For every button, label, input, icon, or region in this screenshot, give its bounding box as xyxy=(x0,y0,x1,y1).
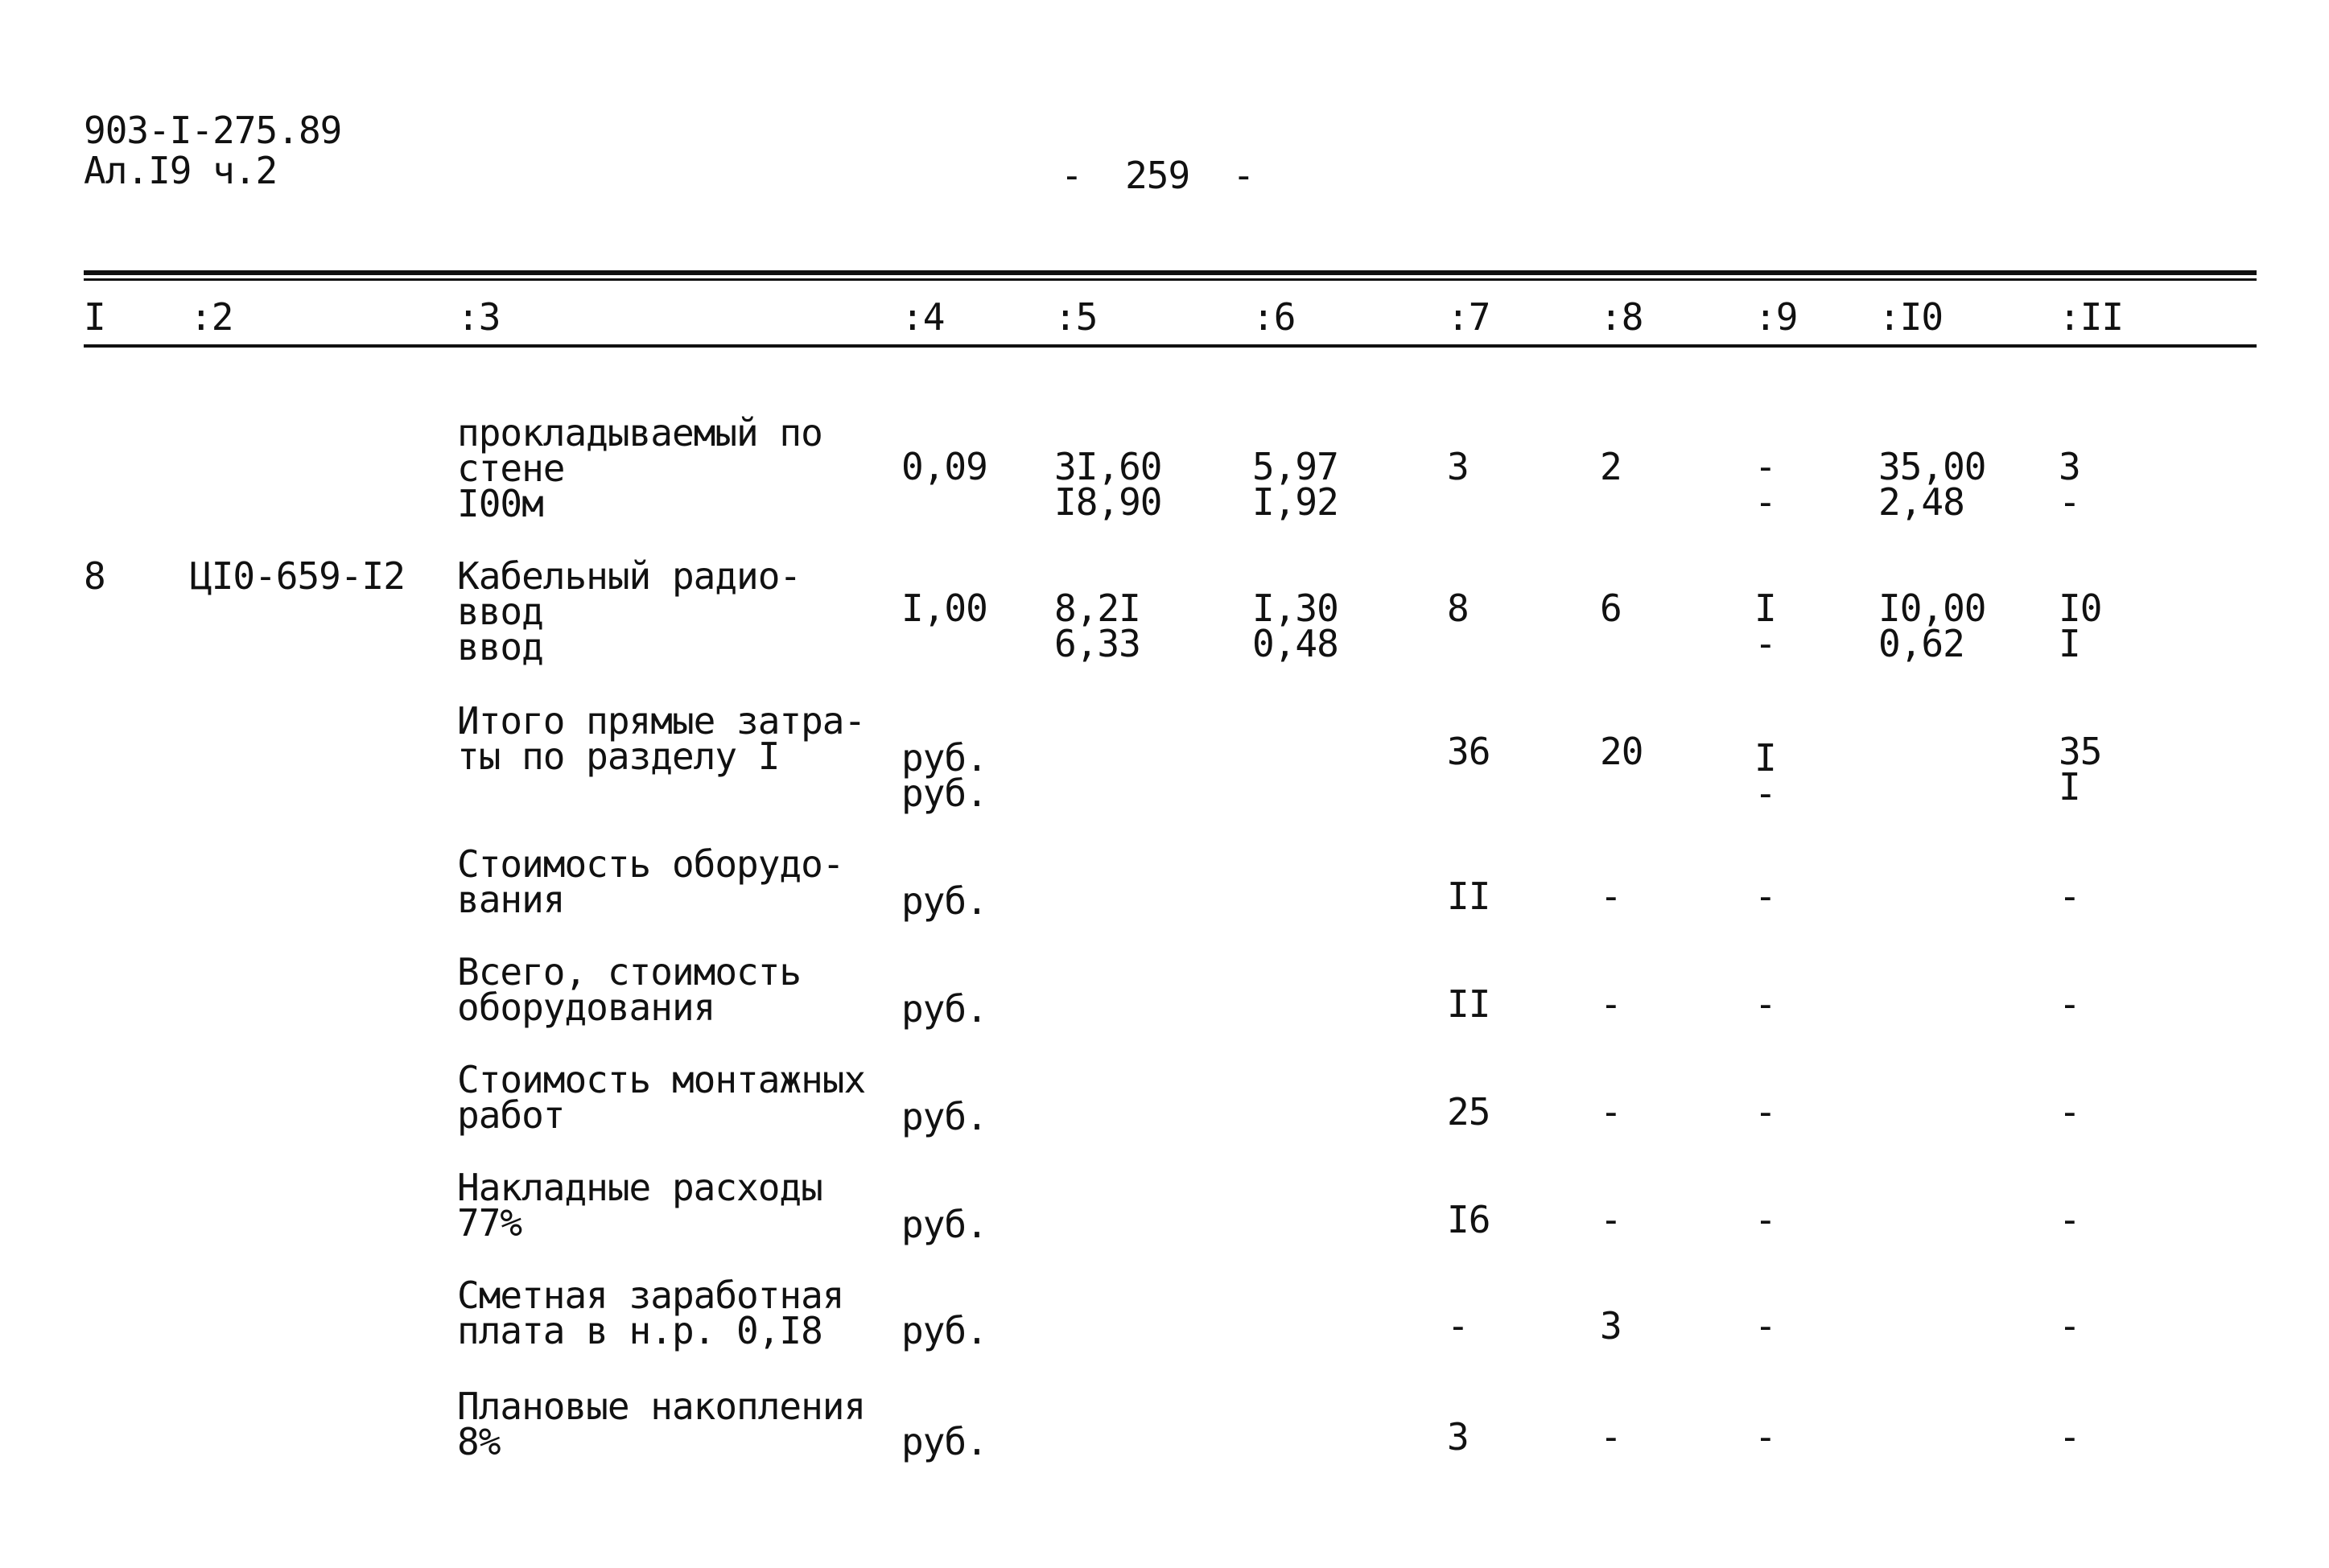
row-col7: - xyxy=(1447,1304,1469,1348)
row-description: Сметная заработная плата в н.р. 0,I8 xyxy=(457,1274,844,1352)
row-description: Стоимость оборудо- вания xyxy=(457,842,844,921)
row-col11: 3 - xyxy=(2059,445,2080,524)
column-header-rule xyxy=(84,344,2257,348)
row-col9: - xyxy=(1754,982,1776,1026)
row-col7: II xyxy=(1447,982,1490,1026)
row-col7: I6 xyxy=(1447,1198,1490,1241)
row-col11: - xyxy=(2059,982,2080,1026)
row-col9: I - xyxy=(1754,736,1776,815)
row-unit: руб. xyxy=(901,987,987,1031)
row-description: Кабельный радио- ввод ввод xyxy=(457,554,802,669)
row-col7: 3 xyxy=(1447,1415,1469,1459)
row-col10: 35,00 2,48 xyxy=(1878,445,1986,524)
row-quantity: 0,09 xyxy=(901,445,987,488)
document-code: 903-I-275.89 xyxy=(84,109,342,152)
col-header-5: :5 xyxy=(1054,295,1098,339)
row-col7: 36 xyxy=(1447,730,1490,773)
row-col7: II xyxy=(1447,875,1490,918)
row-col5: 3I,60 I8,90 xyxy=(1054,445,1162,524)
row-unit: руб. xyxy=(901,1420,987,1463)
row-col11: - xyxy=(2059,1304,2080,1348)
row-code: ЦI0-659-I2 xyxy=(190,554,405,598)
row-col7: 3 xyxy=(1447,445,1469,488)
row-description: Плановые накопления 8% xyxy=(457,1385,866,1463)
table-top-rule xyxy=(84,270,2257,275)
row-col9: - xyxy=(1754,1198,1776,1241)
row-col9: - - xyxy=(1754,445,1776,524)
row-description: Итого прямые затра- ты по разделу I xyxy=(457,699,866,778)
row-col7: 25 xyxy=(1447,1090,1490,1134)
row-col8: - xyxy=(1600,1415,1622,1459)
col-header-2: :2 xyxy=(190,295,233,339)
row-col11: 35 I xyxy=(2059,730,2102,809)
row-col6: I,30 0,48 xyxy=(1252,586,1338,665)
col-header-10: :I0 xyxy=(1878,295,1944,339)
row-col9: I - xyxy=(1754,586,1776,665)
col-header-9: :9 xyxy=(1754,295,1798,339)
row-number: 8 xyxy=(84,554,105,598)
row-description: Всего, стоимость оборудования xyxy=(457,950,802,1029)
row-unit: руб. xyxy=(901,1309,987,1352)
row-col8: - xyxy=(1600,982,1622,1026)
row-unit: руб. xyxy=(901,1095,987,1138)
row-col8: - xyxy=(1600,1090,1622,1134)
col-header-4: :4 xyxy=(901,295,945,339)
col-header-7: :7 xyxy=(1447,295,1490,339)
page-number: - 259 - xyxy=(1061,154,1255,197)
row-col6: 5,97 I,92 xyxy=(1252,445,1338,524)
row-col8: 20 xyxy=(1600,730,1643,773)
row-col7: 8 xyxy=(1447,586,1469,630)
row-col8: 2 xyxy=(1600,445,1622,488)
row-col11: - xyxy=(2059,1415,2080,1459)
row-col8: 3 xyxy=(1600,1304,1622,1348)
row-col9: - xyxy=(1754,1090,1776,1134)
row-col10: I0,00 0,62 xyxy=(1878,586,1986,665)
row-col9: - xyxy=(1754,1415,1776,1459)
row-col11: - xyxy=(2059,1198,2080,1241)
col-header-11: :II xyxy=(2059,295,2124,339)
row-unit: руб. xyxy=(901,1203,987,1246)
row-col11: - xyxy=(2059,1090,2080,1134)
row-col11: - xyxy=(2059,875,2080,918)
row-unit: руб. руб. xyxy=(901,736,987,815)
row-unit: руб. xyxy=(901,879,987,923)
table-top-rule-thin xyxy=(84,278,2257,281)
row-description: Стоимость монтажных работ xyxy=(457,1058,866,1137)
row-col8: - xyxy=(1600,1198,1622,1241)
row-quantity: I,00 xyxy=(901,586,987,630)
row-col11: I0 I xyxy=(2059,586,2102,665)
row-description: Накладные расходы 77% xyxy=(457,1166,822,1245)
row-col5: 8,2I 6,33 xyxy=(1054,586,1140,665)
document-sheet: Ал.I9 ч.2 xyxy=(84,149,278,192)
row-description: прокладываемый по стене I00м xyxy=(457,411,822,525)
col-header-1: I xyxy=(84,295,105,339)
row-col8: - xyxy=(1600,875,1622,918)
col-header-8: :8 xyxy=(1600,295,1643,339)
row-col9: - xyxy=(1754,1304,1776,1348)
row-col8: 6 xyxy=(1600,586,1622,630)
row-col9: - xyxy=(1754,875,1776,918)
col-header-6: :6 xyxy=(1252,295,1296,339)
col-header-3: :3 xyxy=(457,295,501,339)
